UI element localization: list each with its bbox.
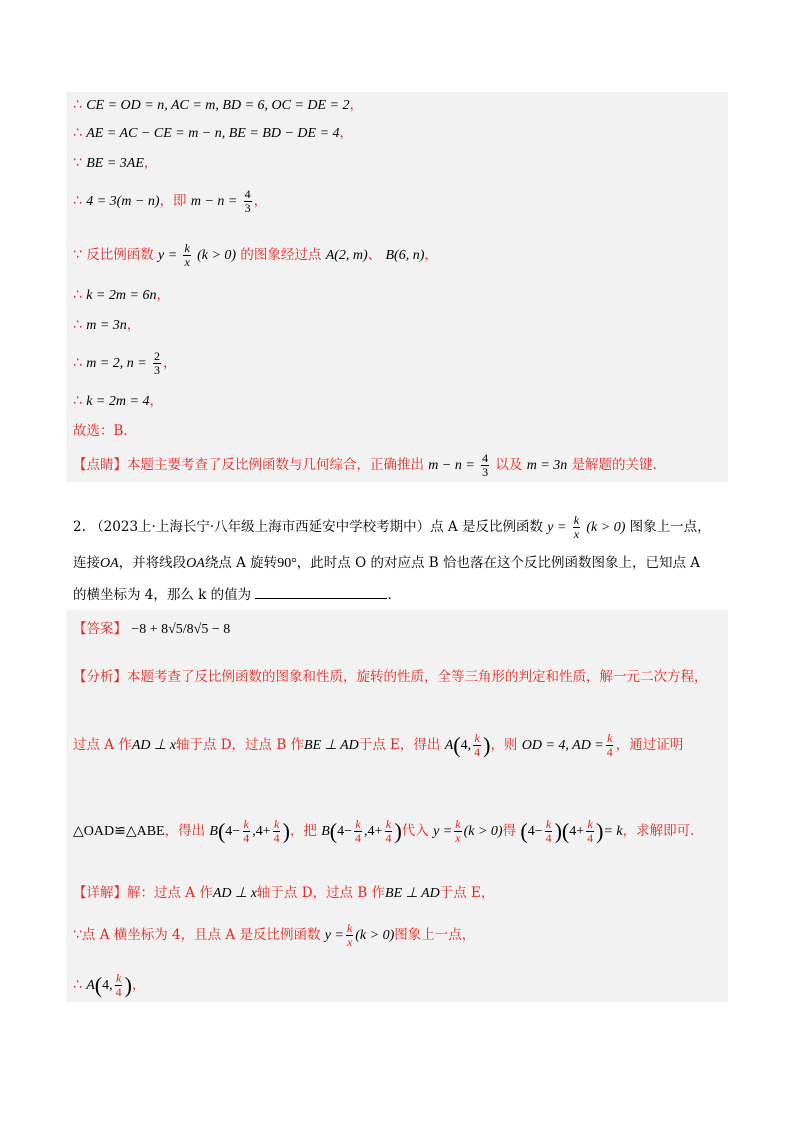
analysis-line-1: 【分析】本题考查了反比例函数的图象和性质，旋转的性质，全等三角形的判定和性质，解一元二次方程， [73,669,708,685]
solution-line-8: ∴ m = 2, n = $\frac{2}{3}$ ， [73,349,177,377]
fraction: $\frac{k}{4}$ [474,731,481,759]
answer-blank[interactable] [255,584,387,599]
fraction: $\frac{k}{4}$ [273,817,280,845]
comment-line: 【点睛】本题主要考查了反比例函数与几何综合，正确推出 m − n = $\frac{4}{3}$ 以及 m = 3n 是解题的关键. [73,451,657,479]
fraction: $\frac{k}{4}$ [355,817,362,845]
solution-line-5: ∵ 反比例函数 y = $\frac{k}{x}$ (k > 0) 的图象经过点 A(2, m)、 B(6, n)， [73,241,438,269]
analysis-line-3: △OAD≌△ABE，得出 B(4− $\frac{k}{4}$ ,4+ $\frac{k}{4}$ )，把 B(4− $\frac{k}{4}$ ,4+ $\frac{k}{4}$ )代入 y = $\frac{k}{x}$ (k > 0)得 (4− $\frac{k}{4}$ )(4+ $\frac{k}{4}$ )= k，求解即可. [73,817,695,845]
answer-line: 【答案】 −8 + 8√5/8√5 − 8 [73,621,231,637]
fraction: $\frac{4}{3}$ [482,451,489,479]
detail-line-2: ∵点 A 横坐标为 4，且点 A 是反比例函数 y = $\frac{k}{x}$ (k > 0)图象上一点， [73,921,476,949]
fraction: $\frac{k}{x}$ [346,921,353,949]
fraction: $\frac{k}{4}$ [545,817,552,845]
solution-line-7: ∴ m = 3n， [73,317,141,333]
fraction: $\frac{k}{4}$ [243,817,250,845]
solution-line-3: ∵ BE = 3AE， [73,155,158,171]
question-2-line-2: 连接OA，并将线段OA绕点 A 旋转90°，此时点 O 的对应点 B 恰也落在这个反比例函数图象上，已知点 A [73,555,700,571]
fraction: $\frac{4}{3}$ [244,187,251,215]
detail-line-3: ∴ A(4, $\frac{k}{4}$ )， [73,971,146,999]
fraction: $\frac{k}{x}$ [184,241,190,269]
fraction: $\frac{k}{x}$ [573,513,580,541]
fraction: $\frac{k}{4}$ [385,817,392,845]
solution-line-2: ∴ AE = AC − CE = m − n, BE = BD − DE = 4， [73,125,354,141]
solution-line-9: ∴ k = 2m = 4， [73,393,163,409]
question-2-line-3: 的横坐标为 4，那么 k 的值为 ． [73,584,401,604]
fraction: $\frac{k}{4}$ [587,817,594,845]
solution-line-4: ∴ 4 = 3(m − n)，即 m − n = $\frac{4}{3}$ ， [73,187,268,215]
solution-line-1: ∴ CE = OD = n, AC = m, BD = 6, OC = DE = 2， [73,97,364,113]
fraction: $\frac{k}{x}$ [455,817,461,845]
solution-line-6: ∴ k = 2m = 6n， [73,287,170,303]
fraction: $\frac{2}{3}$ [154,349,161,377]
analysis-line-2: 过点 A 作AD ⊥ x轴于点 D，过点 B 作BE ⊥ AD于点 E，得出 A(4, $\frac{k}{4}$ )，则 OD = 4, AD = $\frac{k}{4}$ ，通过证明 [73,731,684,759]
question-2-line-1: 2. （2023上·上海长宁·八年级上海市西延安中学校考期中）点 A 是反比例函数 y = $\frac{k}{x}$ (k > 0) 图象上一点， [73,513,711,541]
fraction: $\frac{k}{4}$ [115,971,122,999]
fraction: $\frac{k}{4}$ [606,731,613,759]
choice-line: 故选：B． [73,423,137,439]
detail-line-1: 【详解】解：过点 A 作AD ⊥ x轴于点 D，过点 B 作BE ⊥ AD于点 E， [73,885,495,901]
